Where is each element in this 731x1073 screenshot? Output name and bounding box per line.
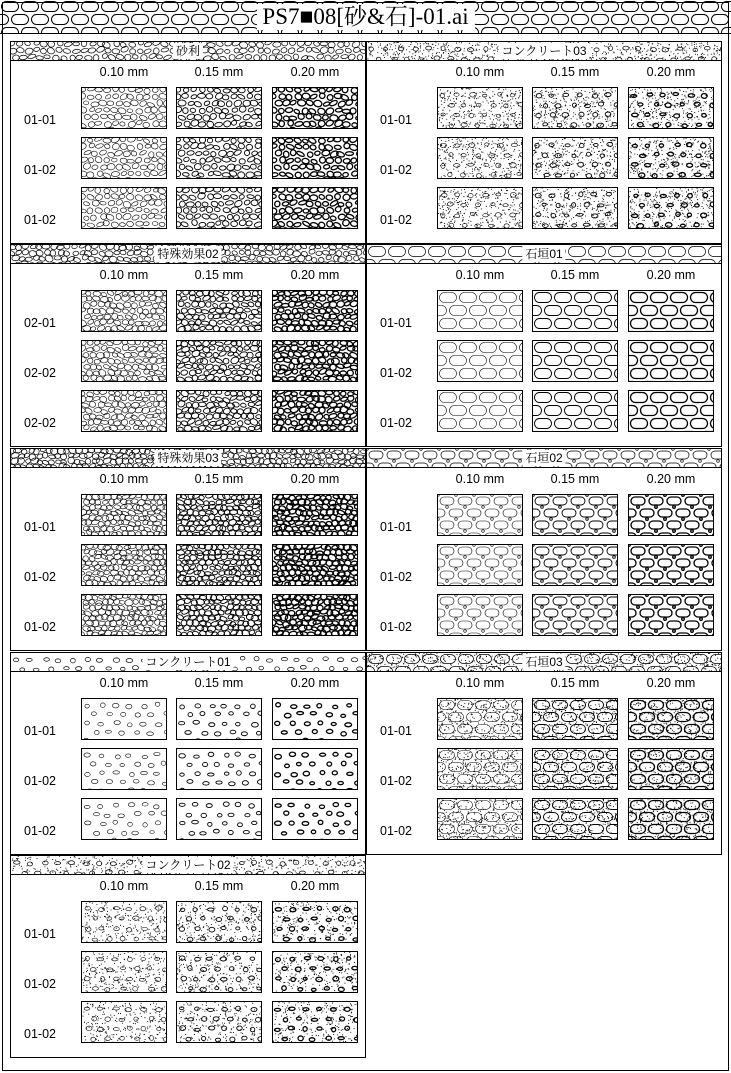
swatch-pattern — [438, 749, 523, 790]
swatch-pattern — [177, 595, 262, 636]
pattern-swatch — [628, 390, 714, 432]
pattern-swatch — [437, 187, 523, 229]
pattern-swatch — [176, 340, 262, 382]
swatch-pattern — [273, 952, 358, 993]
swatch-pattern — [533, 341, 618, 382]
pattern-swatch — [628, 137, 714, 179]
pattern-swatch — [176, 390, 262, 432]
section-body — [10, 672, 366, 855]
pattern-swatch — [532, 87, 618, 129]
pattern-swatch — [532, 798, 618, 840]
pattern-swatch — [437, 698, 523, 740]
pattern-swatch — [437, 494, 523, 536]
pattern-swatch — [176, 87, 262, 129]
row-label: 01-02 — [380, 213, 412, 227]
swatch-pattern — [82, 799, 167, 840]
pattern-swatch — [81, 901, 167, 943]
swatch-pattern — [273, 291, 358, 332]
swatch-pattern — [177, 545, 262, 586]
row-label: 01-01 — [24, 520, 56, 534]
pattern-swatch — [81, 1001, 167, 1043]
column-label: 0.15 mm — [194, 879, 244, 893]
row-label: 02-01 — [24, 316, 56, 330]
pattern-swatch — [272, 748, 358, 790]
section-title: 特殊効果03 — [154, 450, 221, 466]
swatch-pattern — [273, 699, 358, 740]
swatch-pattern — [82, 699, 167, 740]
pattern-swatch — [437, 290, 523, 332]
pattern-swatch — [81, 544, 167, 586]
swatch-pattern — [438, 495, 523, 536]
section-header — [10, 41, 366, 61]
swatch-pattern — [629, 545, 714, 586]
swatch-pattern — [177, 902, 262, 943]
pattern-swatch — [176, 544, 262, 586]
pattern-swatch — [628, 187, 714, 229]
pattern-swatch — [437, 748, 523, 790]
column-label: 0.10 mm — [455, 472, 505, 486]
row-label: 01-01 — [380, 113, 412, 127]
swatch-pattern — [273, 545, 358, 586]
row-label: 01-02 — [24, 620, 56, 634]
row-label: 01-02 — [380, 416, 412, 430]
column-label: 0.20 mm — [646, 65, 696, 79]
pattern-section — [10, 652, 366, 855]
pattern-swatch — [176, 951, 262, 993]
pattern-swatch — [532, 494, 618, 536]
swatch-pattern — [273, 1002, 358, 1043]
swatch-pattern — [82, 138, 167, 179]
section-title: コンクリート02 — [142, 857, 233, 873]
swatch-pattern — [82, 545, 167, 586]
section-body — [10, 61, 366, 244]
pattern-swatch — [81, 594, 167, 636]
pattern-swatch — [272, 137, 358, 179]
row-label: 01-01 — [24, 724, 56, 738]
section-title: コンクリート03 — [498, 43, 589, 59]
pattern-swatch — [176, 798, 262, 840]
pattern-swatch — [176, 901, 262, 943]
pattern-swatch — [176, 1001, 262, 1043]
column-label: 0.10 mm — [99, 676, 149, 690]
swatch-pattern — [438, 188, 523, 229]
section-title: 特殊効果02 — [154, 246, 221, 262]
column-label: 0.20 mm — [646, 472, 696, 486]
pattern-swatch — [437, 594, 523, 636]
swatch-pattern — [273, 595, 358, 636]
pattern-section — [10, 41, 366, 244]
section-header — [366, 448, 722, 468]
swatch-pattern — [82, 952, 167, 993]
swatch-pattern — [438, 595, 523, 636]
pattern-swatch — [628, 290, 714, 332]
pattern-swatch — [532, 187, 618, 229]
section-body — [366, 264, 722, 447]
pattern-swatch — [272, 494, 358, 536]
swatch-pattern — [177, 391, 262, 432]
swatch-pattern — [533, 188, 618, 229]
swatch-pattern — [438, 391, 523, 432]
column-label: 0.15 mm — [194, 268, 244, 282]
swatch-pattern — [629, 341, 714, 382]
pattern-swatch — [272, 290, 358, 332]
section-body — [366, 468, 722, 651]
row-label: 01-01 — [24, 927, 56, 941]
swatch-pattern — [438, 291, 523, 332]
swatch-pattern — [177, 952, 262, 993]
swatch-pattern — [82, 391, 167, 432]
swatch-pattern — [629, 391, 714, 432]
pattern-swatch — [272, 798, 358, 840]
section-header — [366, 652, 722, 672]
pattern-swatch — [532, 340, 618, 382]
swatch-pattern — [177, 799, 262, 840]
column-label: 0.15 mm — [550, 472, 600, 486]
pattern-swatch — [628, 340, 714, 382]
pattern-swatch — [176, 290, 262, 332]
swatch-pattern — [533, 699, 618, 740]
column-label: 0.15 mm — [194, 676, 244, 690]
swatch-pattern — [438, 88, 523, 129]
column-label: 0.10 mm — [99, 472, 149, 486]
pattern-swatch — [437, 798, 523, 840]
swatch-pattern — [273, 138, 358, 179]
column-label: 0.15 mm — [550, 65, 600, 79]
section-body — [10, 264, 366, 447]
pattern-swatch — [272, 187, 358, 229]
pattern-swatch — [628, 87, 714, 129]
column-label: 0.15 mm — [194, 65, 244, 79]
column-label: 0.20 mm — [290, 472, 340, 486]
pattern-swatch — [532, 748, 618, 790]
row-label: 01-01 — [380, 724, 412, 738]
row-label: 01-02 — [24, 570, 56, 584]
swatch-pattern — [177, 138, 262, 179]
section-body — [366, 672, 722, 855]
swatch-pattern — [533, 545, 618, 586]
pattern-section — [366, 448, 722, 651]
swatch-pattern — [82, 341, 167, 382]
swatch-pattern — [629, 138, 714, 179]
swatch-pattern — [177, 1002, 262, 1043]
row-label: 02-02 — [24, 366, 56, 380]
pattern-section — [10, 244, 366, 447]
pattern-swatch — [81, 698, 167, 740]
row-label: 01-02 — [24, 163, 56, 177]
pattern-swatch — [272, 1001, 358, 1043]
pattern-swatch — [81, 390, 167, 432]
swatch-pattern — [273, 495, 358, 536]
section-body — [366, 61, 722, 244]
section-header — [10, 244, 366, 264]
swatch-pattern — [438, 699, 523, 740]
swatch-pattern — [82, 88, 167, 129]
pattern-swatch — [532, 698, 618, 740]
swatch-pattern — [438, 138, 523, 179]
row-label: 01-02 — [380, 366, 412, 380]
swatch-pattern — [82, 749, 167, 790]
pattern-swatch — [437, 137, 523, 179]
section-header — [366, 244, 722, 264]
column-label: 0.10 mm — [99, 879, 149, 893]
pattern-swatch — [81, 87, 167, 129]
swatch-pattern — [629, 799, 714, 840]
column-label: 0.15 mm — [550, 268, 600, 282]
swatch-pattern — [82, 291, 167, 332]
swatch-pattern — [177, 341, 262, 382]
pattern-swatch — [176, 748, 262, 790]
section-header — [366, 41, 722, 61]
pattern-swatch — [437, 87, 523, 129]
swatch-pattern — [629, 188, 714, 229]
swatch-pattern — [629, 88, 714, 129]
swatch-pattern — [273, 799, 358, 840]
section-title: コンクリート01 — [142, 654, 233, 670]
swatch-pattern — [533, 291, 618, 332]
row-label: 01-01 — [380, 520, 412, 534]
section-title: 石垣02 — [522, 450, 565, 466]
pattern-swatch — [628, 748, 714, 790]
pattern-swatch — [437, 390, 523, 432]
swatch-pattern — [533, 595, 618, 636]
swatch-pattern — [273, 188, 358, 229]
column-label: 0.20 mm — [646, 268, 696, 282]
pattern-section — [366, 652, 722, 855]
swatch-pattern — [533, 138, 618, 179]
column-label: 0.20 mm — [646, 676, 696, 690]
column-label: 0.10 mm — [99, 65, 149, 79]
row-label: 02-02 — [24, 416, 56, 430]
column-label: 0.15 mm — [194, 472, 244, 486]
swatch-pattern — [438, 341, 523, 382]
page-title: PS7■08[砂&石]-01.ai — [256, 4, 474, 30]
column-label: 0.20 mm — [290, 65, 340, 79]
swatch-pattern — [629, 291, 714, 332]
row-label: 01-02 — [380, 620, 412, 634]
swatch-pattern — [82, 495, 167, 536]
row-label: 01-01 — [24, 113, 56, 127]
pattern-section — [10, 855, 366, 1058]
section-header — [10, 448, 366, 468]
swatch-pattern — [629, 595, 714, 636]
section-header — [10, 652, 366, 672]
swatch-pattern — [177, 749, 262, 790]
section-body — [10, 875, 366, 1058]
pattern-swatch — [272, 390, 358, 432]
pattern-swatch — [628, 494, 714, 536]
pattern-swatch — [437, 544, 523, 586]
column-label: 0.10 mm — [455, 65, 505, 79]
swatch-pattern — [82, 1002, 167, 1043]
swatch-pattern — [533, 749, 618, 790]
pattern-swatch — [272, 87, 358, 129]
pattern-swatch — [272, 544, 358, 586]
pattern-swatch — [272, 698, 358, 740]
pattern-swatch — [81, 187, 167, 229]
column-label: 0.20 mm — [290, 879, 340, 893]
swatch-pattern — [82, 595, 167, 636]
section-title: 石垣03 — [522, 654, 565, 670]
swatch-pattern — [629, 749, 714, 790]
pattern-swatch — [176, 494, 262, 536]
swatch-pattern — [533, 495, 618, 536]
pattern-swatch — [628, 544, 714, 586]
pattern-swatch — [81, 340, 167, 382]
swatch-pattern — [177, 291, 262, 332]
pattern-swatch — [176, 187, 262, 229]
row-label: 01-02 — [24, 1027, 56, 1041]
row-label: 01-02 — [380, 774, 412, 788]
section-header — [10, 855, 366, 875]
pattern-swatch — [532, 290, 618, 332]
pattern-swatch — [532, 137, 618, 179]
section-title: 砂利 — [173, 43, 203, 59]
row-label: 01-02 — [380, 163, 412, 177]
column-label: 0.10 mm — [455, 268, 505, 282]
pattern-swatch — [81, 494, 167, 536]
swatch-pattern — [82, 902, 167, 943]
column-label: 0.10 mm — [455, 676, 505, 690]
swatch-pattern — [273, 749, 358, 790]
pattern-swatch — [532, 390, 618, 432]
row-label: 01-02 — [24, 824, 56, 838]
pattern-swatch — [81, 798, 167, 840]
pattern-section — [366, 41, 722, 244]
pattern-swatch — [272, 901, 358, 943]
swatch-pattern — [273, 902, 358, 943]
swatch-pattern — [177, 699, 262, 740]
title-band — [0, 0, 731, 34]
pattern-swatch — [176, 137, 262, 179]
pattern-section — [366, 244, 722, 447]
swatch-pattern — [629, 495, 714, 536]
row-label: 01-02 — [24, 774, 56, 788]
pattern-swatch — [532, 594, 618, 636]
pattern-swatch — [628, 798, 714, 840]
swatch-pattern — [533, 799, 618, 840]
swatch-pattern — [533, 88, 618, 129]
section-title: 石垣01 — [522, 246, 565, 262]
pattern-swatch — [176, 594, 262, 636]
pattern-swatch — [272, 594, 358, 636]
swatch-pattern — [438, 799, 523, 840]
pattern-swatch — [437, 340, 523, 382]
swatch-pattern — [438, 545, 523, 586]
column-label: 0.20 mm — [290, 676, 340, 690]
swatch-pattern — [177, 188, 262, 229]
swatch-pattern — [273, 88, 358, 129]
column-label: 0.15 mm — [550, 676, 600, 690]
pattern-swatch — [81, 748, 167, 790]
column-label: 0.20 mm — [290, 268, 340, 282]
pattern-swatch — [272, 951, 358, 993]
row-label: 01-02 — [380, 824, 412, 838]
pattern-swatch — [81, 137, 167, 179]
swatch-pattern — [82, 188, 167, 229]
pattern-swatch — [176, 698, 262, 740]
pattern-swatch — [628, 594, 714, 636]
pattern-swatch — [532, 544, 618, 586]
swatch-pattern — [273, 391, 358, 432]
row-label: 01-02 — [380, 570, 412, 584]
column-label: 0.10 mm — [99, 268, 149, 282]
swatch-pattern — [177, 88, 262, 129]
swatch-pattern — [533, 391, 618, 432]
row-label: 01-02 — [24, 213, 56, 227]
pattern-section — [10, 448, 366, 651]
swatch-pattern — [629, 699, 714, 740]
row-label: 01-02 — [24, 977, 56, 991]
pattern-swatch — [81, 951, 167, 993]
pattern-swatch — [272, 340, 358, 382]
pattern-swatch — [628, 698, 714, 740]
pattern-swatch — [81, 290, 167, 332]
swatch-pattern — [273, 341, 358, 382]
row-label: 01-01 — [380, 316, 412, 330]
swatch-pattern — [177, 495, 262, 536]
section-body — [10, 468, 366, 651]
